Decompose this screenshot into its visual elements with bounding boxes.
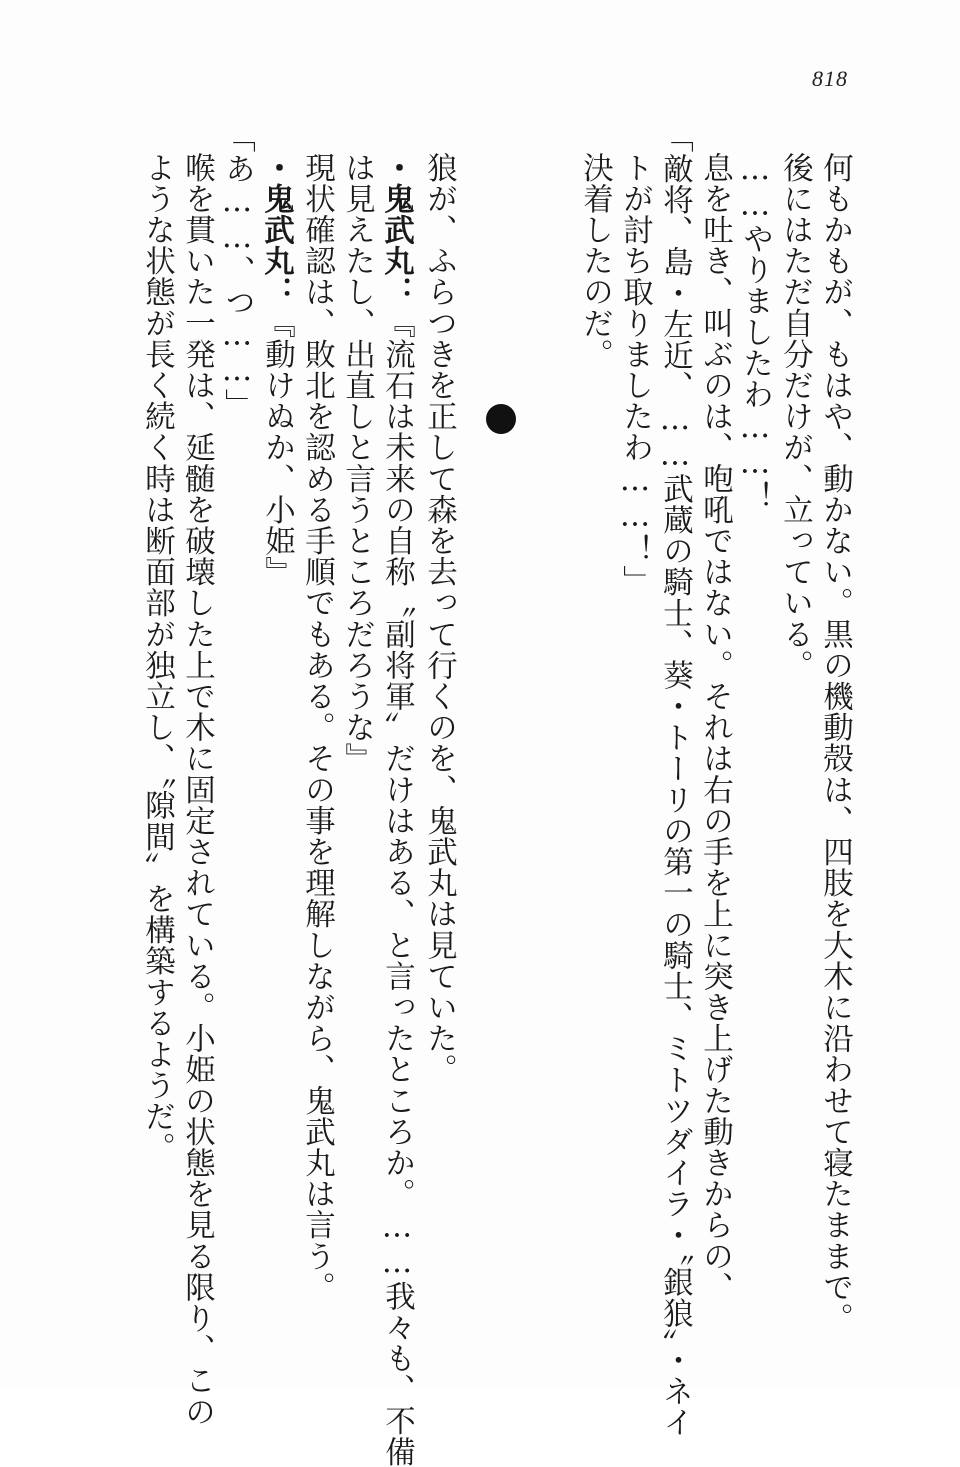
text-column [341, 152, 372, 774]
column-text: 現状確認は、敗北を認める手順でもある。その事を理解しながら、鬼武丸は言う。 [300, 152, 335, 1303]
column-text: 「あ……、つ……」 [220, 122, 255, 420]
text-column [579, 152, 610, 370]
column-text: 後にはただ自分だけが、立っている。 [778, 152, 813, 681]
text-column [181, 152, 212, 1427]
section-break-marker [486, 404, 516, 434]
text-column [699, 152, 730, 1303]
column-text: トが討ち取りましたわ……！」 [618, 152, 653, 596]
column-text: 「敵将、島・左近、……武蔵の騎士、葵・トーリの第一の騎士、ミトツダイラ・〝銀狼〟・ネイ [658, 122, 693, 1438]
text-column [261, 152, 292, 587]
text-column [141, 152, 172, 1163]
text-column [819, 152, 850, 1334]
text-column [659, 122, 690, 1438]
column-text: 決着したのだ。 [578, 152, 613, 370]
column-text: 何もかもが、もはや、動かない。黒の機動殻は、四肢を大木に沿わせて寝たままで。 [818, 152, 853, 1334]
column-text: は見えたし、出直しと言うところだろうな』 [340, 152, 375, 774]
page-number: 818 [812, 66, 848, 92]
text-column [381, 152, 412, 1467]
column-text: 喉を貫いた一発は、延髄を破壊した上で木に固定されている。小姫の状態を見る限り、この [180, 152, 215, 1427]
text-column [619, 152, 650, 596]
text-column [739, 152, 770, 512]
speaker-label: ・鬼武丸： [379, 152, 415, 308]
text-column [779, 152, 810, 681]
column-text: 『流石は未来の自称〝副将軍〟だけはある、と言ったところか。……我々も、不備 [380, 308, 415, 1467]
column-text: ……やりましたわ……！ [738, 152, 773, 512]
column-text: 『動けぬか、小姫』 [260, 308, 295, 588]
column-text: 狼が、ふらつきを正して森を去って行くのを、鬼武丸は見ていた。 [422, 152, 457, 1085]
speaker-label: ・鬼武丸： [259, 152, 295, 308]
column-text: 息を吐き、叫ぶのは、咆吼ではない。それは右の手を上に突き上げた動きからの、 [698, 152, 733, 1303]
text-column [301, 152, 332, 1303]
column-text: ような状態が長く続く時は断面部が独立し、〝隙間〟を構築するようだ。 [140, 152, 175, 1163]
text-column [423, 152, 454, 1085]
text-column [221, 122, 252, 420]
